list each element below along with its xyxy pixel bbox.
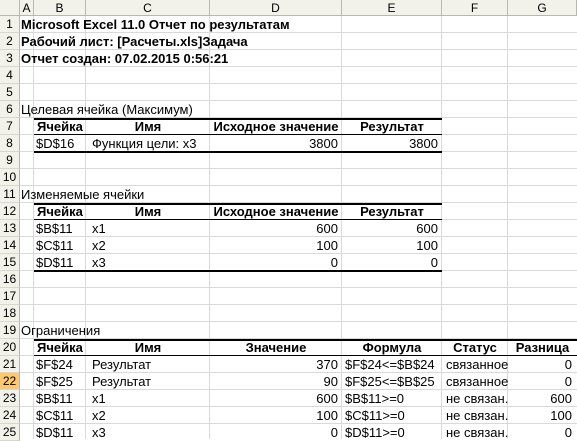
row-header[interactable]: 1 [0,16,20,33]
constraint-row-cell: $F$25 [36,374,73,389]
changing-row-initial: 600 [316,221,338,236]
column-header-bar [0,0,577,17]
target-initial-value: 3800 [309,136,338,151]
row-header[interactable]: 10 [0,169,20,186]
constraint-row-cell: $C$11 [36,408,74,423]
row-header[interactable]: 14 [0,237,20,254]
row-header[interactable]: 15 [0,254,20,271]
target-result-value: 3800 [409,136,438,151]
row-header[interactable]: 5 [0,84,20,101]
row-header[interactable]: 21 [0,356,20,373]
constraint-row-name: x2 [92,408,106,423]
row-header[interactable]: 12 [0,203,20,220]
report-worksheet: Рабочий лист: [Расчеты.xls]Задача [21,34,248,49]
changing-section-title: Изменяемые ячейки [21,187,145,202]
target-cell-ref: $D$16 [36,136,75,151]
constraints-header-status: Статус [453,340,497,355]
constraint-row-diff: 0 [564,374,572,389]
constraint-row-name: x1 [92,391,106,406]
changing-row-name: x1 [92,221,106,236]
changing-row-initial: 100 [316,238,338,253]
constraints-header-diff: Разница [515,340,570,355]
constraint-row-diff: 600 [550,391,572,406]
changing-row-cell: $D$11 [36,255,74,270]
changing-row-result: 0 [430,255,438,270]
row-header[interactable]: 4 [0,67,20,84]
row-header[interactable]: 8 [0,135,20,152]
constraint-row-formula: $F$25<=$B$25 [345,374,435,389]
constraint-row-cell: $D$11 [36,425,74,440]
changing-header-cell: Ячейка [37,204,83,219]
column-header-c[interactable]: C [86,0,210,16]
row-header[interactable]: 2 [0,33,20,50]
changing-row-cell: $B$11 [36,221,73,236]
constraint-row-name: Результат [92,374,152,389]
row-header[interactable]: 7 [0,118,20,135]
row-header[interactable]: 24 [0,407,20,424]
constraint-row-diff: 100 [550,408,572,423]
column-header-a[interactable]: A [20,0,34,16]
row-header[interactable]: 19 [0,322,20,339]
constraint-row-diff: 0 [564,425,572,440]
changing-header-result: Результат [360,204,424,219]
constraint-row-status: не связан. [446,425,509,440]
constraint-row-status: не связан. [446,408,509,423]
changing-row-name: x2 [92,238,106,253]
constraint-row-status: не связан. [446,391,509,406]
report-created: Отчет создан: 07.02.2015 0:56:21 [21,51,229,66]
column-header-d[interactable]: D [210,0,342,16]
row-header[interactable]: 17 [0,288,20,305]
constraint-row-name: Результат [92,357,152,372]
constraints-header-value: Значение [245,340,307,355]
constraint-row-value: 0 [330,425,338,440]
target-header-cell: Ячейка [37,119,83,134]
target-section-title: Целевая ячейка (Максимум) [21,102,193,117]
row-header[interactable]: 6 [0,101,20,118]
column-header-g[interactable]: G [508,0,577,16]
target-cell-name: Функция цели: x3 [92,136,197,151]
row-header[interactable]: 16 [0,271,20,288]
changing-header-initial: Исходное значение [213,204,339,219]
constraint-row-cell: $B$11 [36,391,73,406]
constraints-header-formula: Формула [362,340,422,355]
changing-row-result: 600 [416,221,438,236]
constraint-row-name: x3 [92,425,106,440]
constraints-header-cell: Ячейка [37,340,83,355]
changing-row-name: x3 [92,255,106,270]
cell-grid[interactable] [20,16,577,439]
changing-row-initial: 0 [330,255,338,270]
row-header-active[interactable]: 22 [0,373,20,390]
row-header[interactable]: 13 [0,220,20,237]
column-header-b[interactable]: B [34,0,86,16]
constraint-row-value: 90 [323,374,338,389]
row-header[interactable]: 3 [0,50,20,67]
target-header-initial: Исходное значение [213,119,339,134]
constraint-row-status: связанное [446,374,509,389]
constraint-row-value: 100 [316,408,338,423]
row-header[interactable]: 18 [0,305,20,322]
constraint-row-formula: $F$24<=$B$24 [345,357,435,372]
row-header[interactable]: 23 [0,390,20,407]
changing-row-cell: $C$11 [36,238,74,253]
constraint-row-formula: $C$11>=0 [345,408,405,423]
row-header[interactable]: 25 [0,424,20,441]
report-title: Microsoft Excel 11.0 Отчет по результатам [21,17,290,32]
constraint-row-diff: 0 [564,357,572,372]
row-header[interactable]: 11 [0,186,20,203]
constraints-header-name: Имя [134,340,162,355]
constraint-row-value: 600 [316,391,338,406]
constraint-row-formula: $D$11>=0 [345,425,405,440]
constraint-row-formula: $B$11>=0 [345,391,405,406]
row-header[interactable]: 9 [0,152,20,169]
constraint-row-value: 370 [316,357,338,372]
select-all-corner[interactable] [0,0,20,16]
column-header-f[interactable]: F [442,0,508,16]
column-header-e[interactable]: E [342,0,442,16]
changing-row-result: 100 [416,238,438,253]
changing-header-name: Имя [134,204,162,219]
constraints-section-title: Ограничения [21,323,101,338]
target-header-name: Имя [134,119,162,134]
constraint-row-cell: $F$24 [36,357,73,372]
constraint-row-status: связанное [446,357,509,372]
target-header-result: Результат [360,119,424,134]
row-header[interactable]: 20 [0,339,20,356]
